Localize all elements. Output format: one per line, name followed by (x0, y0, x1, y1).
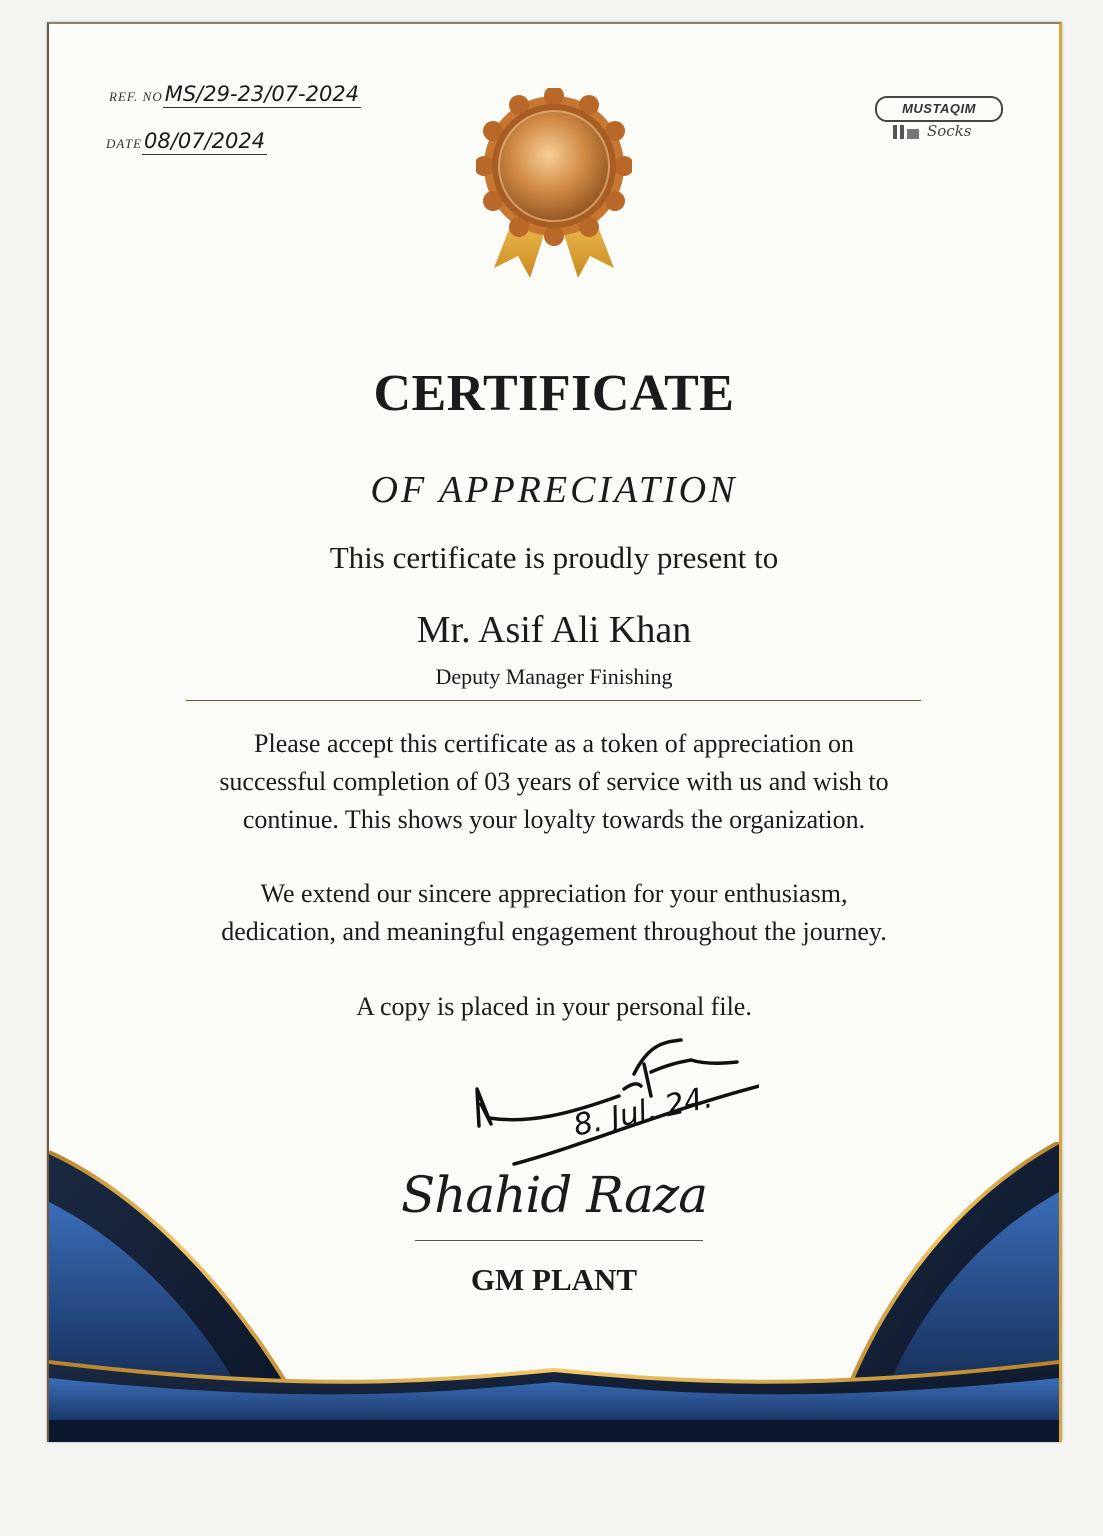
date-label: DATE (106, 136, 143, 151)
gratitude-paragraph (49, 875, 1059, 951)
paragraph-line: Please accept this certificate as a token of appreciation on (254, 729, 854, 758)
paragraph-line: dedication, and meaningful engagement throughout the journey. (221, 917, 887, 946)
issue-date (106, 129, 267, 153)
reference-number (109, 82, 361, 106)
recipient-name: Mr. Asif Ali Khan (416, 609, 692, 651)
signer-title: GM PLANT (470, 1262, 638, 1297)
paragraph-line: successful completion of 03 years of service with us and wish to (219, 767, 889, 796)
certificate-subtitle: OF APPRECIATION (370, 469, 738, 511)
signature-line (415, 1240, 703, 1241)
certificate-title: CERTIFICATE (373, 365, 735, 422)
logo-mark-icon (893, 125, 921, 139)
date-value: 08/07/2024 (144, 129, 266, 153)
ref-label: REF. NO (109, 89, 163, 104)
presentation-line: This certificate is proudly present to (329, 540, 779, 575)
recipient-role: Deputy Manager Finishing (435, 664, 673, 689)
file-note: A copy is placed in your personal file. (356, 992, 752, 1021)
ref-value: MS/29-23/07-2024 (164, 82, 360, 106)
certificate-sheet (47, 22, 1062, 1442)
paragraph-line: continue. This shows your loyalty towards the organization. (242, 805, 866, 834)
signature-date: 8. Jul. 24. (570, 1080, 716, 1144)
logo-subtitle: Socks (927, 122, 972, 140)
medal-badge-icon (476, 88, 632, 282)
company-logo (871, 94, 1006, 156)
divider-line (186, 700, 921, 701)
appreciation-paragraph (49, 725, 1059, 839)
paragraph-line: We extend our sincere appreciation for your enthusiasm, (260, 879, 848, 908)
logo-brand: MUSTAQIM (875, 96, 1003, 122)
signer-name: Shahid Raza (400, 1166, 708, 1224)
